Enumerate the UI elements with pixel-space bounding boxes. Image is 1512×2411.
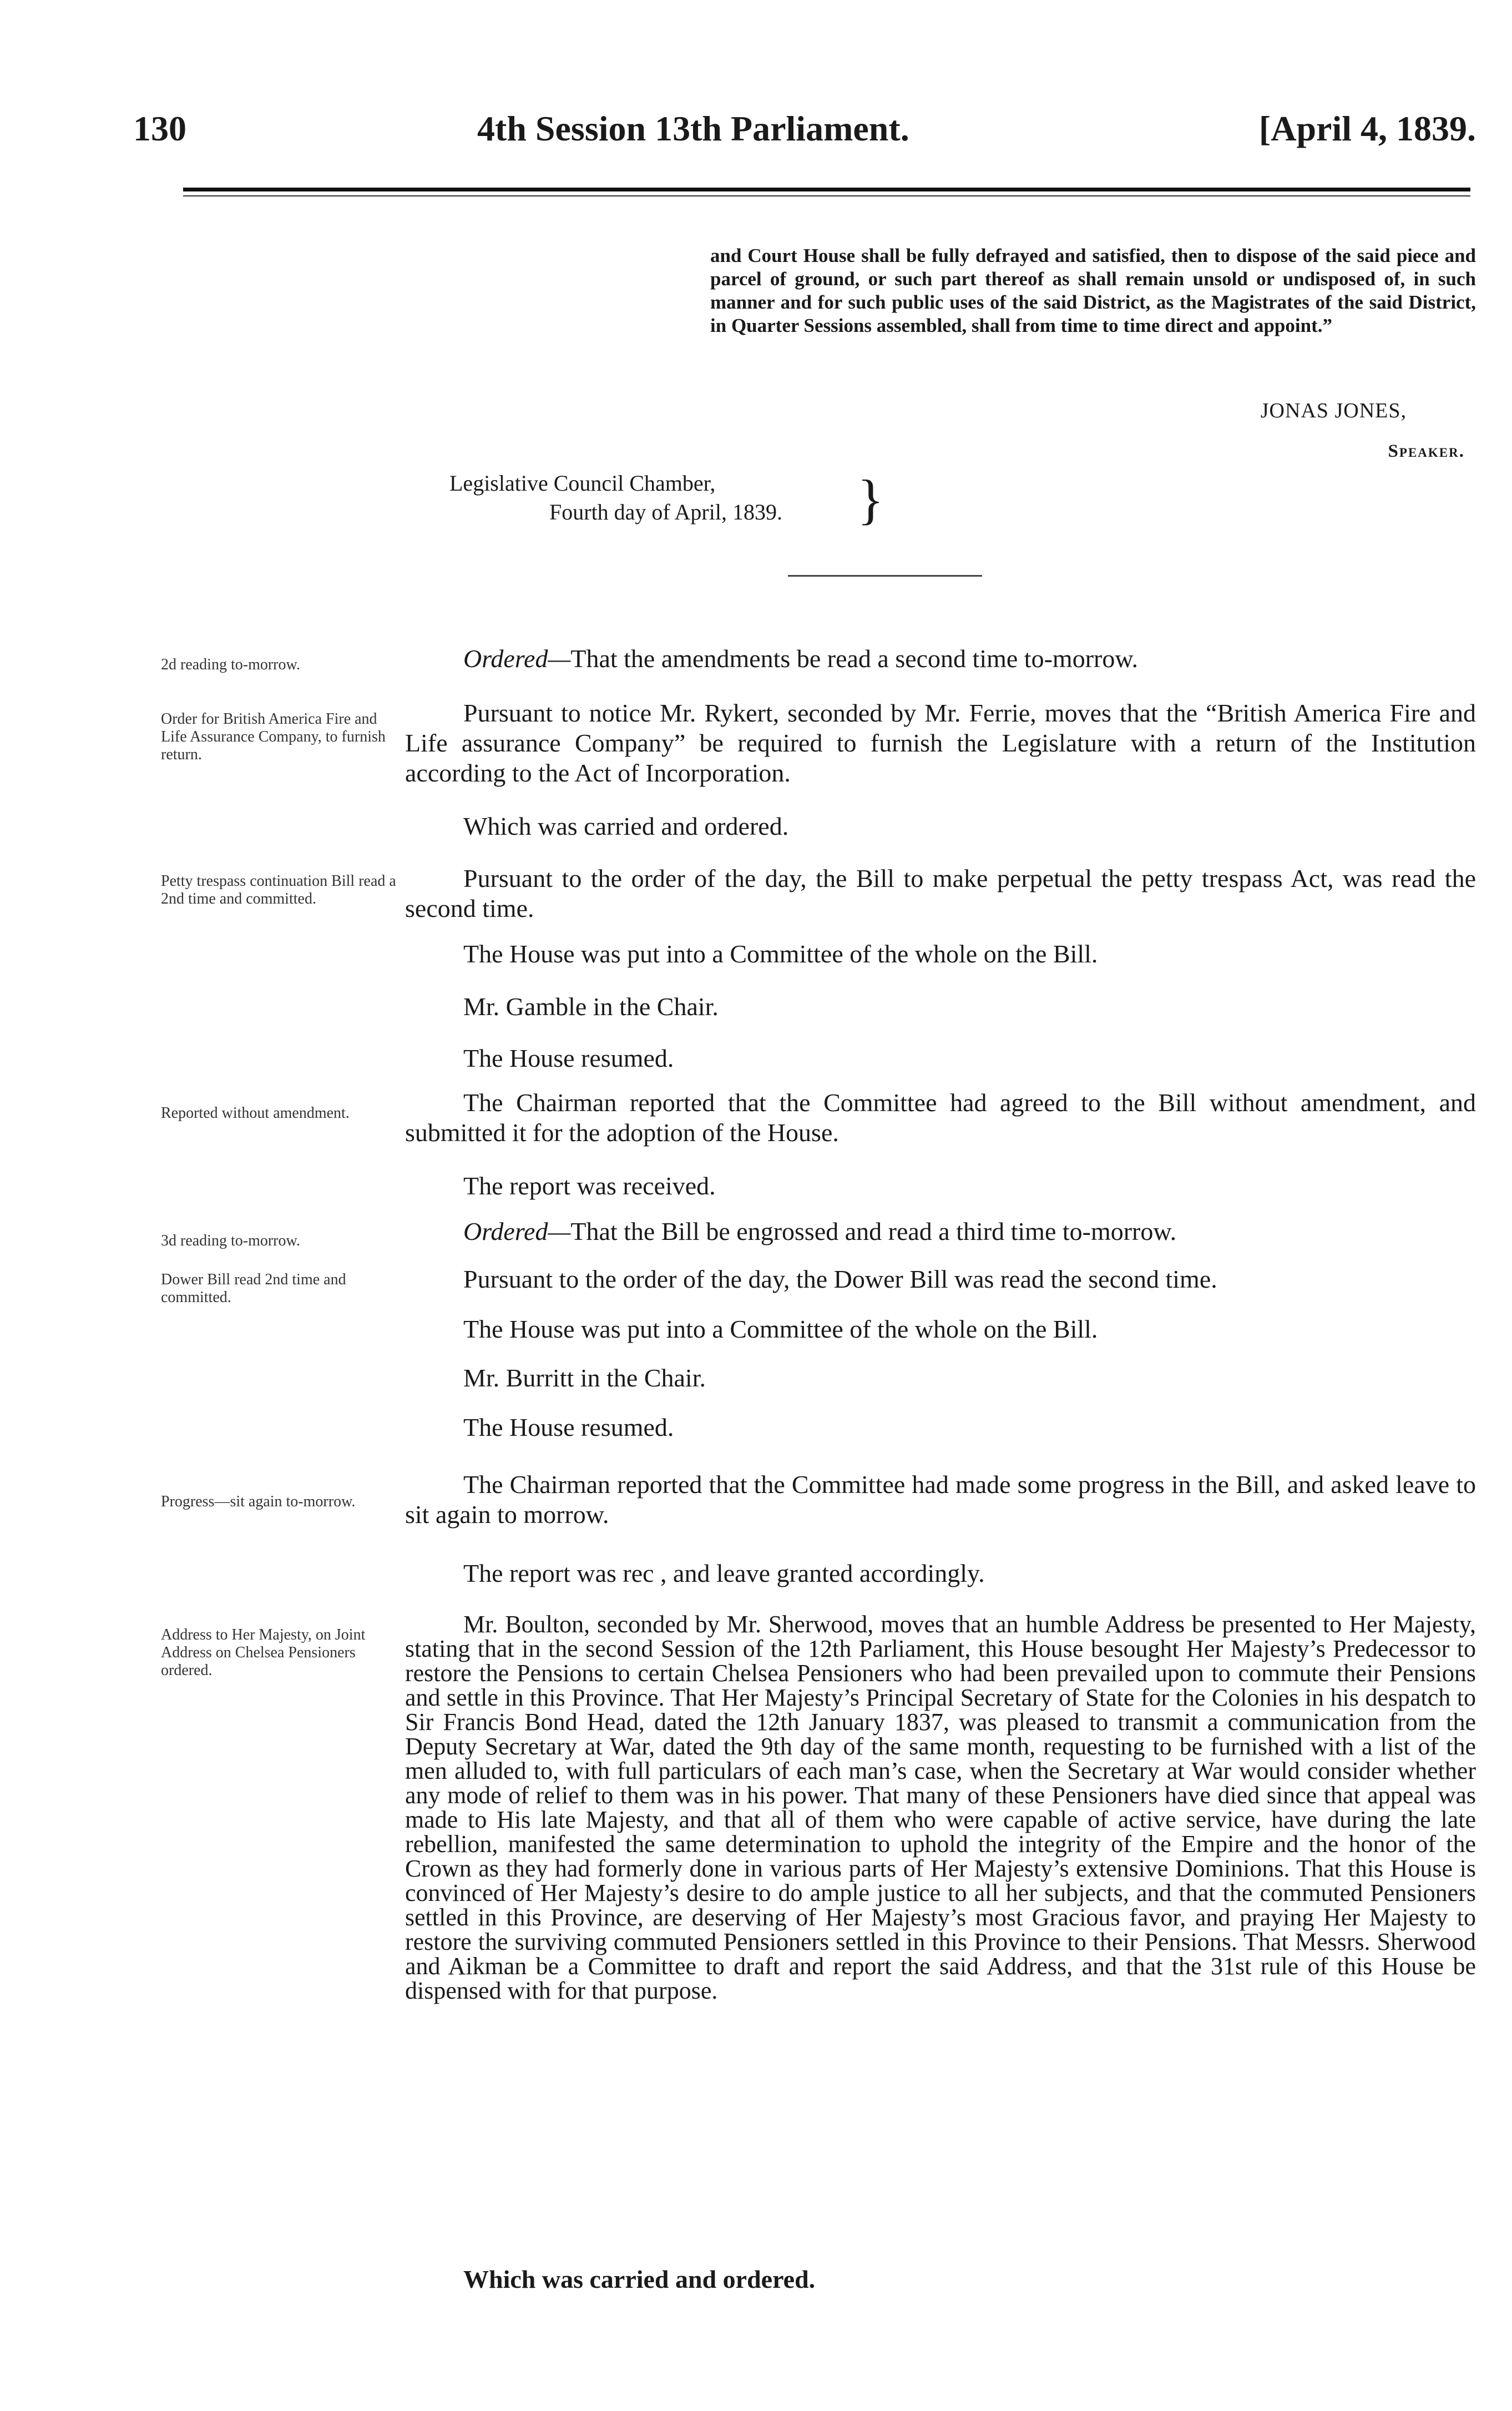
chamber-location [449,469,782,527]
journal-entry: Pursuant to notice Mr. Rykert, seconded by Mr. Ferrie, moves that the “British America Fire and Life assurance Company” be required to furnish the Legislature with a return of the Institution according to the Act of Incorporation. [405,699,1476,787]
journal-entry: The Chairman reported that the Committee had made some progress in the Bill, and asked leave to sit again to morrow. [405,1470,1476,1529]
running-title: 4th Session 13th Parliament. [477,109,909,148]
journal-entry: The House was put into a Committee of the whole on the Bill. [463,1315,1098,1343]
entry-text: Mr. Boulton, seconded by Mr. Sherwood, moves that an humble Address be presented to Her Majesty, stating that in the second Session of the 12th Parliament, this House besought Her Majesty’s Predecessor to restore the Pensions to certain Chelsea Pensioners who had been prevailed upon to commute their Pensions and settle in this Province. That Her Majesty’s Principal Secretary of State for the Colonies in his despatch to Sir Francis Bond Head, dated the 12th January 1837, was pleased to transmit a communication from the Deputy Secretary at War, dated the 9th day of the same month, requesting to be furnished with a list of the men alluded to, with full particulars of each man’s case, when the Secretary at War would consider whether any mode of relief to them was in his power. That many of these Pensioners have died since that appeal was made to His late Majesty, and that all of them who were capable of active service, have during the late rebellion, manifested the same determination to uphold the integrity of the Empire and the honor of the Crown as they had formerly done in various parts of Her Majesty’s extensive Dominions. That this House is convinced of Her Majesty’s desire to do ample justice to all her subjects, and that the commuted Pensioners settled in this Province, are deserving of Her Majesty’s most Gracious favor, and praying Her Majesty to restore the surviving commuted Pensioners settled in this Province to their Pensions. That Messrs. Sherwood and Aikman be a Committee to draft and report the said Address, and that the 31st rule of this House be dispensed with for that purpose. [405,1611,1476,2004]
header-rule [183,188,1470,191]
margin-note: 3d reading to-morrow. [161,1232,300,1249]
journal-entry: The House resumed. [463,1044,674,1072]
margin-note: Petty trespass continuation Bill read a 2nd time and committed. [161,872,396,907]
journal-entry: The Chairman reported that the Committee had agreed to the Bill without amendment, and submitted it for the adoption of the House. [405,1088,1476,1147]
journal-entry: Which was carried and ordered. [463,2265,816,2293]
journal-entry: Pursuant to the order of the day, the Dower Bill was read the second time. [463,1265,1217,1293]
entry-lead: Ordered— [463,1217,571,1245]
journal-entry: Mr. Burritt in the Chair. [463,1364,706,1392]
section-separator [788,575,982,577]
page-number: 130 [133,109,186,148]
entry-text: That the amendments be read a second time to-morrow. [570,644,1139,673]
margin-note: 2d reading to-morrow. [161,656,300,673]
chamber-line-2: Fourth day of April, 1839. [549,500,782,524]
header-rule-thin [183,195,1470,196]
entry-text: That the Bill be engrossed and read a third time to-morrow. [570,1217,1177,1245]
margin-note: Address to Her Majesty, on Joint Address on Chelsea Pensioners ordered. [161,1626,366,1679]
page-header [133,108,1476,169]
journal-entry: Mr. Gamble in the Chair. [463,992,719,1021]
chamber-line-1: Legislative Council Chamber, [449,471,716,496]
journal-entry: The House resumed. [463,1413,674,1441]
journal-entry [405,1612,1476,2003]
margin-note: Progress—sit again to-morrow. [161,1493,356,1510]
signer-name: JONAS JONES, [1260,399,1407,422]
journal-entry [463,1217,1476,1247]
continued-amendment-text: and Court House shall be fully defrayed and satisfied, then to dispose of the said piece and parcel of ground, or such part thereof as shall remain unsold or undisposed of, in such manner and for such public uses of the said District, as the Magistrates of the said District, in Quarter Sessions assembled, shall from time to time direct and appoint.” [710,245,1476,336]
journal-entry: The report was received. [463,1172,716,1200]
journal-entry: Pursuant to the order of the day, the Bill to make perpetual the petty trespass Act, was read the second time. [405,864,1476,922]
journal-entry: The House was put into a Committee of the whole on the Bill. [463,940,1098,968]
entry-lead: Ordered— [463,644,571,673]
margin-note: Reported without amendment. [161,1104,350,1122]
brace-glyph: } [857,468,884,530]
margin-note: Dower Bill read 2nd time and committed. [161,1271,346,1306]
header-date: [April 4, 1839. [1258,109,1476,148]
journal-entry: The report was rec , and leave granted accordingly. [463,1559,985,1587]
journal-entry [463,644,1476,674]
margin-note: Order for British America Fire and Life Assurance Company, to furnish return. [161,710,386,763]
signer-title: Speaker. [1388,441,1465,461]
journal-entry: Which was carried and ordered. [463,812,789,840]
